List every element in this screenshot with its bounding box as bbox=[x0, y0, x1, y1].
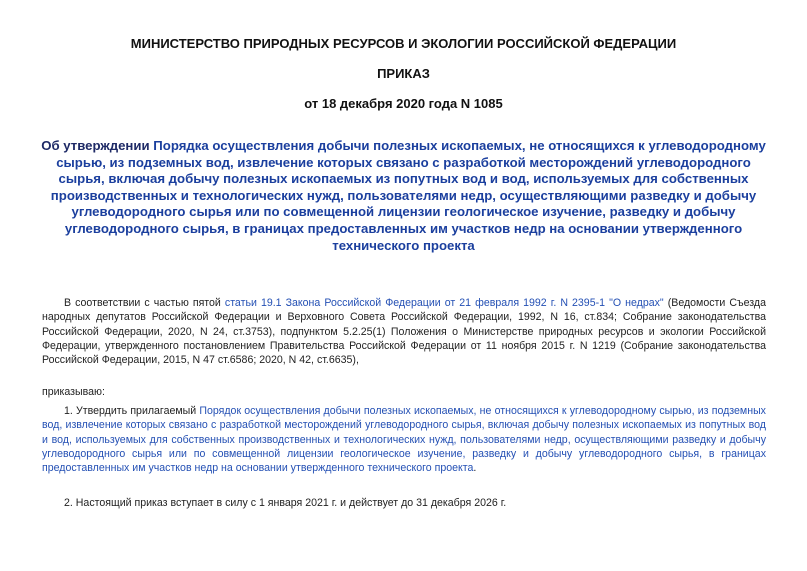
ministry-heading: МИНИСТЕРСТВО ПРИРОДНЫХ РЕСУРСОВ И ЭКОЛОГИИ РОССИЙСКОЙ ФЕДЕРАЦИИ bbox=[130, 36, 677, 51]
clause-2: 2. Настоящий приказ вступает в силу с 1 января 2021 г. и действует до 31 декабря 2026 г. bbox=[64, 497, 507, 509]
title-prefix: Об утверждении bbox=[41, 138, 154, 153]
clause-1-end: . bbox=[473, 462, 477, 475]
preamble-paragraph bbox=[42, 296, 766, 367]
document-type: ПРИКАЗ bbox=[377, 66, 430, 81]
law-article-link[interactable]: статьи 19.1 Закона Российской Федерации от 21 февраля 1992 г. N 2395-1 "О недрах" bbox=[224, 297, 664, 309]
document-title bbox=[40, 138, 767, 254]
clause-1-start: 1. Утвердить прилагаемый bbox=[64, 405, 200, 417]
clause-1 bbox=[42, 404, 766, 475]
order-word: приказываю: bbox=[42, 386, 105, 398]
title-procedure-link[interactable]: Порядка осуществления добычи полезных ископаемых, не относящихся к углеводородному сырью, из подземных вод, извлечение которых связано с разработкой месторождений углеводородного сырья, включая добычу полезных ископаемых из попутных вод и вод, используемых для собственных производственных и технологических нужд, пользователями недр, осуществляющими разведку и добычу углеводородного сырья или по совмещенной лицензии геологическое изучение, разведку и добычу углеводородного сырья, в границах предоставленных им участков недр на основании утвержденного технического проекта bbox=[50, 138, 766, 253]
document-date-number: от 18 декабря 2020 года N 1085 bbox=[304, 96, 503, 111]
preamble-text-end: (Ведомости Съезда народных депутатов Российской Федерации и Верховного Совета Российской Федерации, 1992, N 16, ст.834; Собрание законодательства Российской Федерации, 2020, N 24, ст.3753), подпунктом 5.2.25(1) Положения о Министерстве природных ресурсов и экологии Российской Федерации, утвержденного постановлением Правительства Российской Федерации от 11 ноября 2015 г. N 1219 (Собрание законодательства Российской Федерации, 2015, N 47 ст.6586; 2020, N 42, ст.6635), bbox=[42, 297, 766, 367]
procedure-link[interactable]: Порядок осуществления добычи полезных ископаемых, не относящихся к углеводородному сырью, из подземных вод, извлечение которых связано с разработкой месторождений углеводородного сырья, включая добычу полезных ископаемых из попутных вод и вод, используемых для собственных производственных и технологических нужд, пользователями недр, осуществляющими разведку и добычу углеводородного сырья или по совмещенной лицензии геологическое изучение, разведку и добычу углеводородного сырья, в границах предоставленных им участков недр на основании утвержденного технического проекта bbox=[42, 405, 766, 475]
preamble-text-start: В соответствии с частью пятой bbox=[64, 297, 225, 309]
